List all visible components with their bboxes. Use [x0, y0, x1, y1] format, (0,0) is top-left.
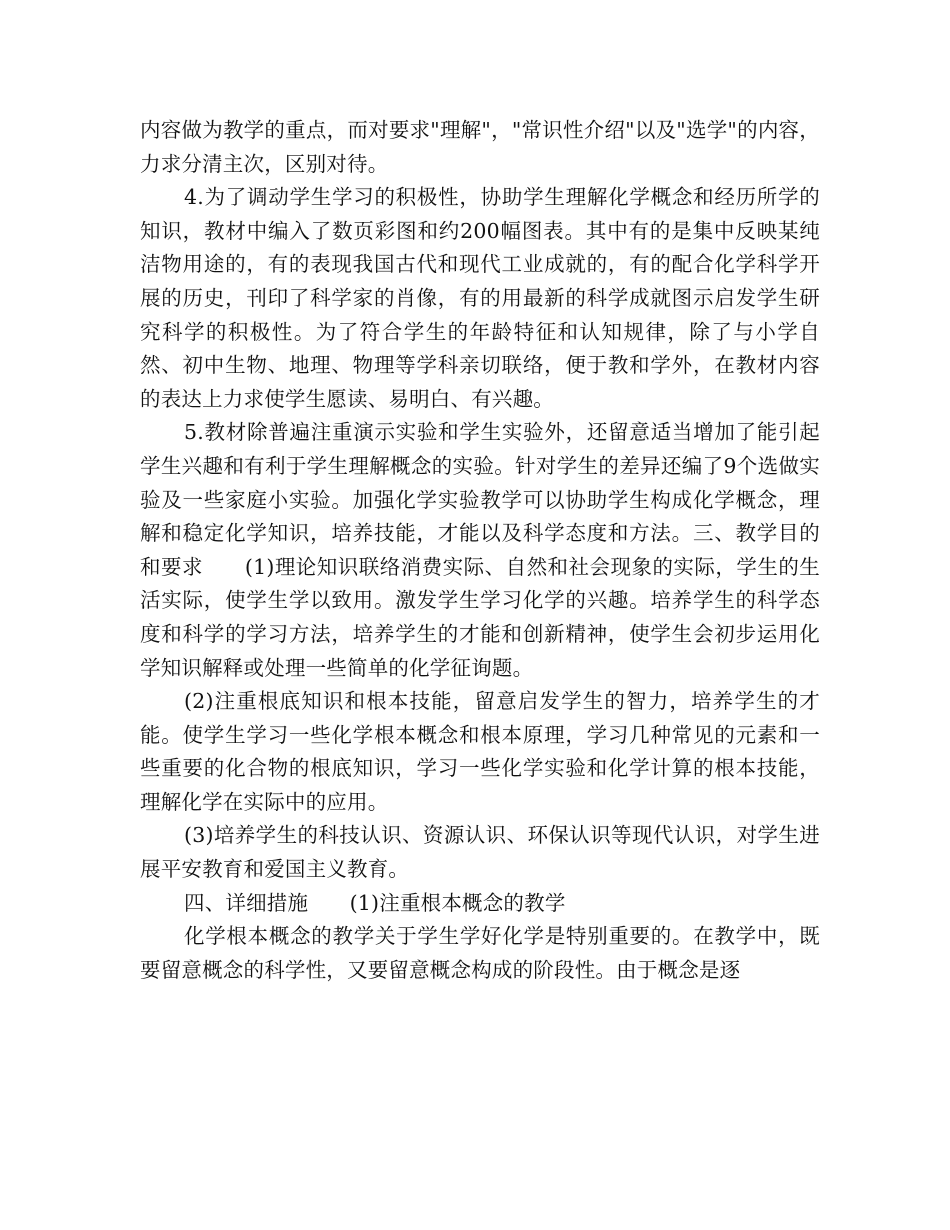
paragraph-goal-3: (3)培养学生的科技认识、资源认识、环保认识等现代认识，对学生进展平安教育和爱国主义教育。: [140, 823, 820, 882]
paragraph-goal-2: (2)注重根底知识和根本技能，留意启发学生的智力，培养学生的才能。使学生学习一些化学根本概念和根本原理，学习几种常见的元素和一些重要的化合物的根底知识，学习一些化学实验和化学计算的根本技能，理解化学在实际中的应用。: [140, 689, 820, 814]
paragraph-continuation: 内容做为教学的重点，而对要求"理解"，"常识性介绍"以及"选学"的内容，力求分清主次，区别对待。: [140, 118, 820, 176]
paragraph-concept-teaching: 化学根本概念的教学关于学生学好化学是特别重要的。在教学中，既要留意概念的科学性，又要留意概念构成的阶段性。由于概念是逐: [140, 924, 820, 982]
section-heading-measures: 四、详细措施 (1)注重根本概念的教学: [184, 890, 566, 915]
document-body: [140, 114, 820, 987]
paragraph-item-5: 5.教材除普遍注重演示实验和学生实验外，还留意适当增加了能引起学生兴趣和有利于学生理解概念的实验。针对学生的差异还编了9个选做实验及一些家庭小实验。加强化学实验教学可以协助学生构成化学概念，理解和稳定化学知识，培养技能，才能以及科学态度和方法。三、教学目的和要求 (1)理论知识联络消费实际、自然和社会现象的实际，学生的生活实际，使学生学以致用。激发学生学习化学的兴趣。培养学生的科学态度和科学的学习方法，培养学生的才能和创新精神，使学生会初步运用化学知识解释或处理一些简单的化学征询题。: [140, 420, 820, 680]
paragraph-item-4: 4.为了调动学生学习的积极性，协助学生理解化学概念和经历所学的知识，教材中编入了数页彩图和约200幅图表。其中有的是集中反映某纯洁物用途的，有的表现我国古代和现代工业成就的，有的配合化学科学开展的历史，刊印了科学家的肖像，有的用最新的科学成就图示启发学生研究科学的积极性。为了符合学生的年龄特征和认知规律，除了与小学自然、初中生物、地理、物理等学科亲切联络，便于教和学外，在教材内容的表达上力求使学生愿读、易明白、有兴趣。: [140, 185, 820, 411]
